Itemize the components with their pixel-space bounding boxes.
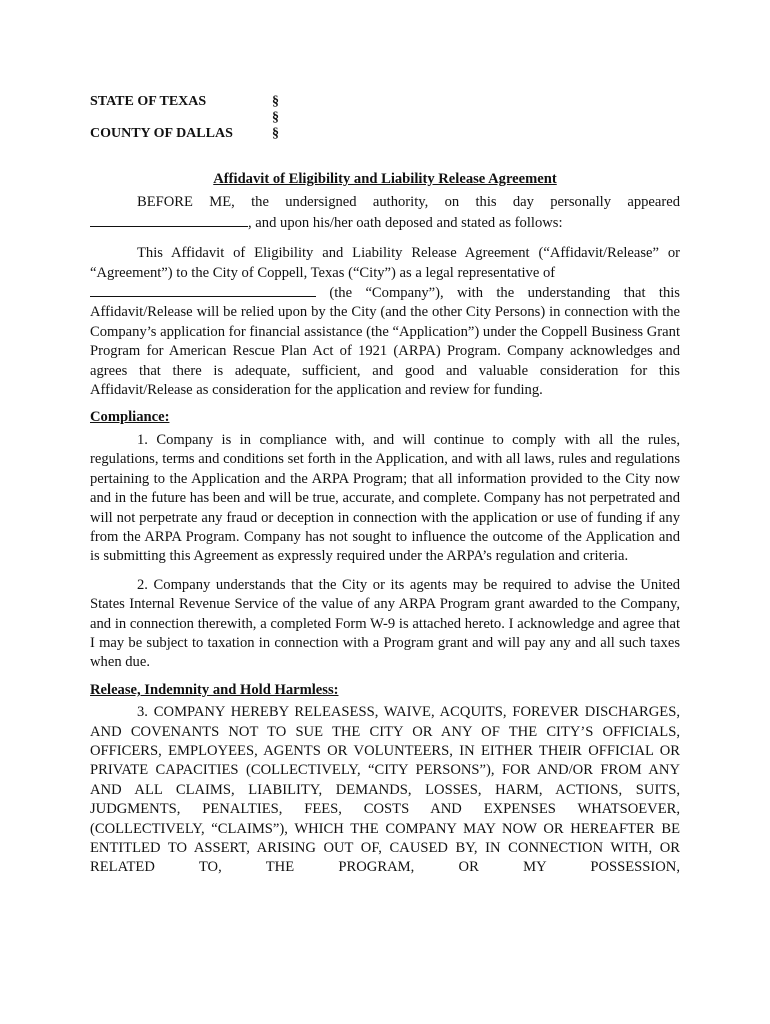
section-symbol: § (272, 126, 279, 141)
release-item-3: 3. COMPANY HEREBY RELEASESS, WAIVE, ACQUITS, FOREVER DISCHARGES, AND COVENANTS NOT TO SUE THE CITY OR ANY OF THE CITY’S OFFICIALS, OFFICERS, EMPLOYEES, AGENTS OR VOLUNTEERS, IN EITHER THEIR OFFICIAL OR PRIVATE CAPACITIES (COLLECTIVELY, “CITY PERSONS”), FOR AND/OR FROM ANY AND ALL CLAIMS, LIABILITY, DEMANDS, LOSSES, HARM, ACTIONS, SUITS, JUDGMENTS, PENALTIES, FEES, COSTS AND EXPENSES WHATSOEVER, (COLLECTIVELY, “CLAIMS”), WHICH THE COMPANY MAY NOW OR HEREAFTER BE ENTITLED TO ASSERT, ARISING OUT OF, CAUSED BY, IN CONNECTION WITH, OR RELATED TO, THE PROGRAM, OR MY POSSESSION, (90, 704, 680, 876)
section-symbol: § (272, 94, 279, 109)
document-page (90, 92, 680, 878)
state-label: STATE OF TEXAS (90, 94, 207, 109)
appearance-paragraph (90, 193, 680, 212)
section-symbol: § (272, 110, 279, 125)
compliance-item-2: 2. Company understands that the City or its agents may be required to advise the United States Internal Revenue Service of the value of any ARPA Program grant awarded to the Company, and in connection therewith, a completed Form W-9 is attached hereto. I acknowledge and agree that I may be subject to taxation in connection with a Program grant and will pay any and all such taxes when due. (90, 576, 680, 671)
affidavit-text-continued: (the “Company”), with the understanding that this Affidavit/Release will be relied upon by the City (and the other City Persons) in connection with the Company’s application for financial assistance (the “Application”) under the Coppell Business Grant Program for American Rescue Plan Act of 1921 (ARPA) Program. Company acknowledges and agrees that there is adequate, sufficient, and good and valuable consideration for this Affidavit/Release as consideration for the application and review for funding. (90, 285, 680, 399)
affidavit-paragraph (90, 244, 680, 400)
release-heading: Release, Indemnity and Hold Harmless: (90, 681, 339, 698)
venue-caption (90, 92, 680, 148)
affidavit-text: This Affidavit of Eligibility and Liability Release Agreement (“Affidavit/Release” or “Agreement”) to the City of Coppell, Texas (“City”) as a legal representative of (90, 245, 680, 281)
compliance-item-1: 1. Company is in compliance with, and will continue to comply with all the rules, regulations, terms and conditions set forth in the Application, and with all laws, rules and regulations pertaining to the Application and the ARPA Program; that all information provided to the City now and in the future has been and will be true, accurate, and complete. Company has not perpetrated and will not perpetrate any fraud or deception in connection with the application or use of funding if any from the ARPA Program. Company has not sought to influence the outcome of the Application and is submitting this Agreement as expressly required under the ARPA’s regulation and criteria. (90, 431, 681, 565)
appearance-text: BEFORE ME, the undersigned authority, on this day personally appeared (137, 194, 680, 211)
name-blank-field[interactable] (90, 213, 248, 227)
oath-text: , and upon his/her oath deposed and stated as follows: (248, 214, 563, 231)
document-title: Affidavit of Eligibility and Liability Release Agreement (213, 171, 557, 187)
county-label: COUNTY OF DALLAS (90, 126, 233, 141)
compliance-heading: Compliance: (90, 409, 170, 426)
company-blank-field[interactable] (90, 283, 316, 297)
appearance-continuation (90, 213, 680, 233)
